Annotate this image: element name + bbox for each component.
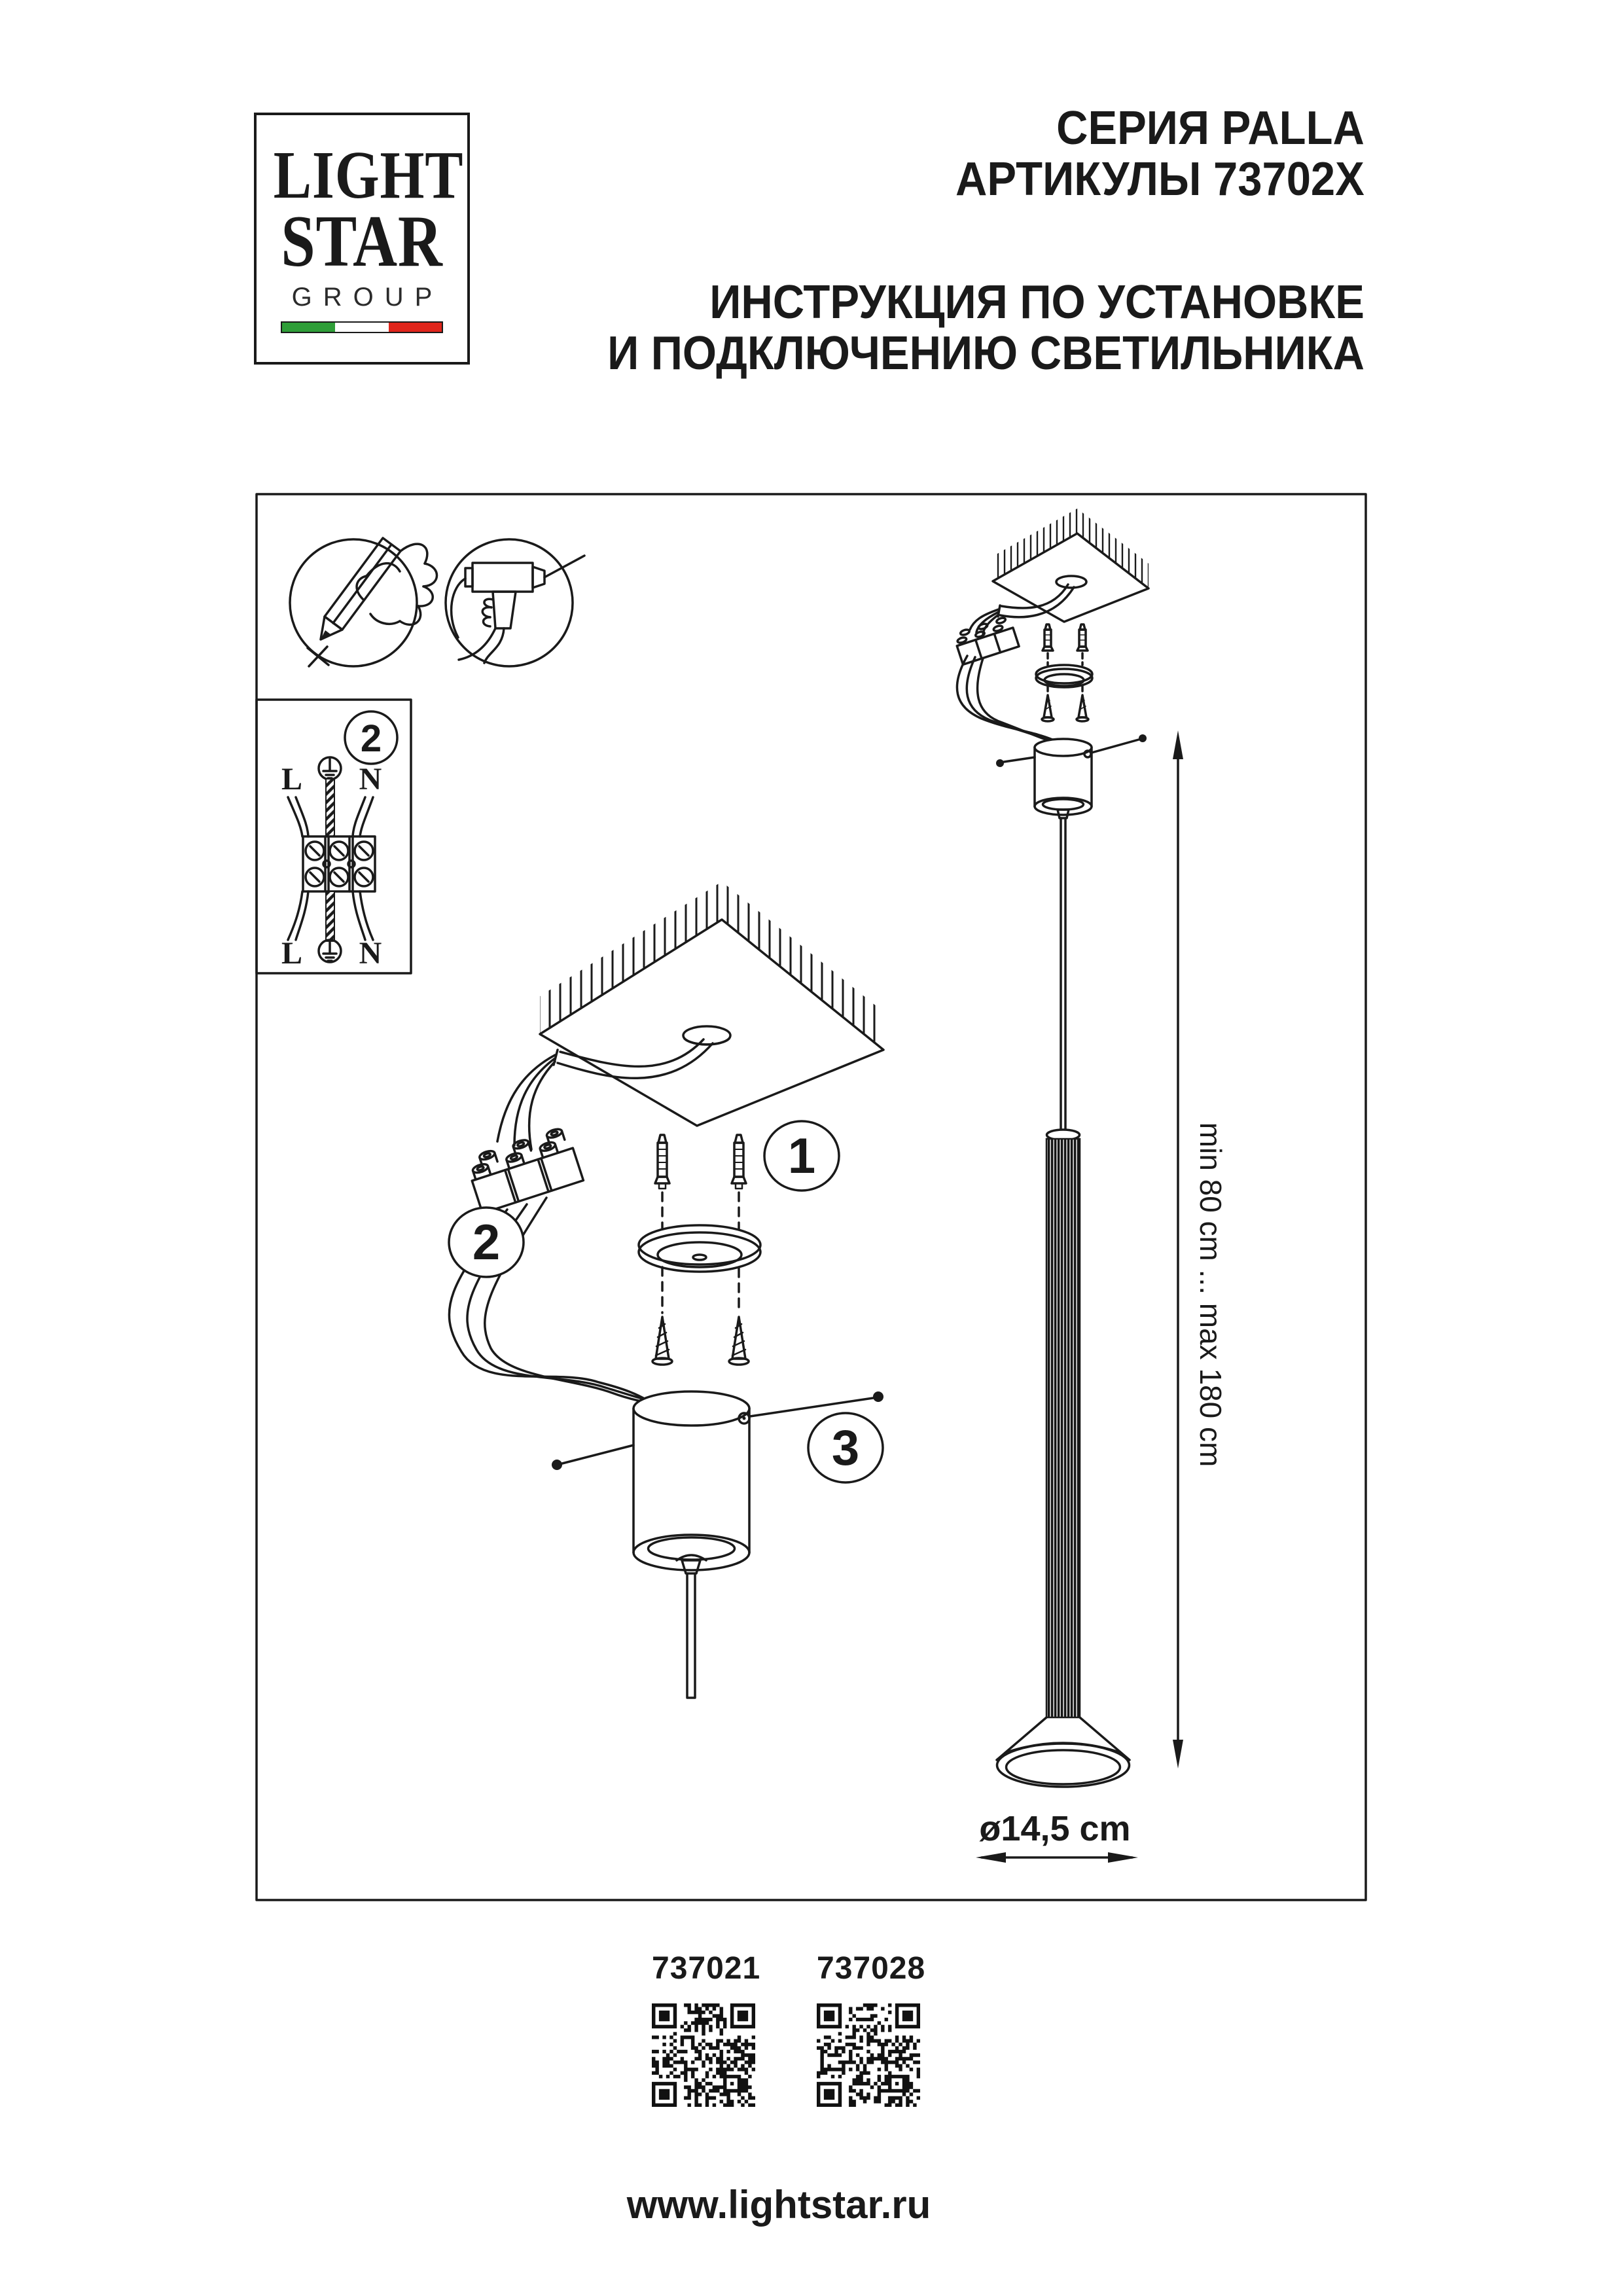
diameter-dimension [976, 1809, 1138, 1863]
label-l-top: L [281, 762, 303, 797]
height-dimension [1173, 730, 1228, 1768]
italian-flag-icon [281, 321, 443, 333]
qr-figure-737028 [817, 1950, 926, 2107]
label-n-bottom: N [359, 936, 382, 971]
qr-figure-737021 [652, 1950, 761, 2107]
flag-white [335, 323, 388, 332]
callout-2-number: 2 [360, 717, 382, 760]
pendant-tube [1046, 1139, 1080, 1717]
flag-red [389, 323, 442, 332]
logo-light-text: LIGHT [273, 137, 464, 213]
lightstar-logo [254, 113, 470, 365]
qr-code-737021 [652, 2003, 755, 2107]
drill-icon [446, 539, 584, 666]
instruction-line2: И ПОДКЛЮЧЕНИЮ СВЕТИЛЬНИКА [607, 327, 1364, 380]
articles-title: АРТИКУЛЫ 73702X [955, 152, 1364, 206]
qr-section [652, 1950, 926, 2107]
installation-diagram [252, 491, 1371, 1905]
callout-1-number: 1 [787, 1128, 816, 1184]
mounting-screw [652, 1317, 672, 1365]
qr-code-737028 [817, 2003, 920, 2107]
logo-star-text: STAR [281, 200, 443, 282]
wall-anchor [655, 1135, 669, 1189]
wiring-diagram-box [257, 700, 411, 973]
wall-anchor-small [1077, 624, 1088, 651]
earth-wire-top [326, 779, 334, 836]
earth-symbol-top [319, 757, 341, 780]
mounting-screw [729, 1317, 749, 1365]
series-title-block [955, 103, 1364, 206]
canopy [633, 1391, 749, 1698]
mounting-screw-small [1042, 695, 1054, 721]
label-l-bottom: L [281, 936, 303, 971]
mounting-screw-small [1077, 695, 1088, 721]
wall-anchor [732, 1135, 746, 1189]
article-number: 737028 [817, 1951, 926, 1986]
article-number: 737021 [652, 1951, 761, 1986]
label-n-top: N [359, 762, 382, 797]
cone-shade [997, 1717, 1130, 1787]
instruction-line1: ИНСТРУКЦИЯ ПО УСТАНОВКЕ [709, 276, 1364, 329]
flag-green [282, 323, 335, 332]
mounting-ring-small [1036, 665, 1092, 687]
callout-2-number: 2 [472, 1215, 501, 1270]
exploded-assembly [449, 882, 883, 1698]
terminal-block-front [303, 836, 375, 891]
wall-anchor-small [1043, 624, 1053, 651]
assembled-pendant [953, 509, 1228, 1863]
diameter-label: ø14,5 cm [979, 1809, 1131, 1848]
callout-3-number: 3 [831, 1420, 860, 1476]
series-title: СЕРИЯ PALLA [1056, 102, 1364, 154]
pencil-marking-icon [290, 538, 437, 666]
mounting-ring [639, 1225, 760, 1272]
earth-wire-bottom [326, 891, 334, 941]
canopy-small [1035, 739, 1092, 1133]
earth-symbol-bottom [319, 940, 341, 962]
height-range-label: min 80 cm ... max 180 cm [1194, 1122, 1228, 1467]
terminal-block-3d [465, 1126, 583, 1213]
instruction-title-block [607, 278, 1364, 380]
website-link[interactable]: www.lightstar.ru [626, 2183, 931, 2227]
logo-group-text: GROUP [291, 283, 444, 312]
ceiling-panel [540, 920, 883, 1126]
terminal-block-small [953, 615, 1019, 664]
